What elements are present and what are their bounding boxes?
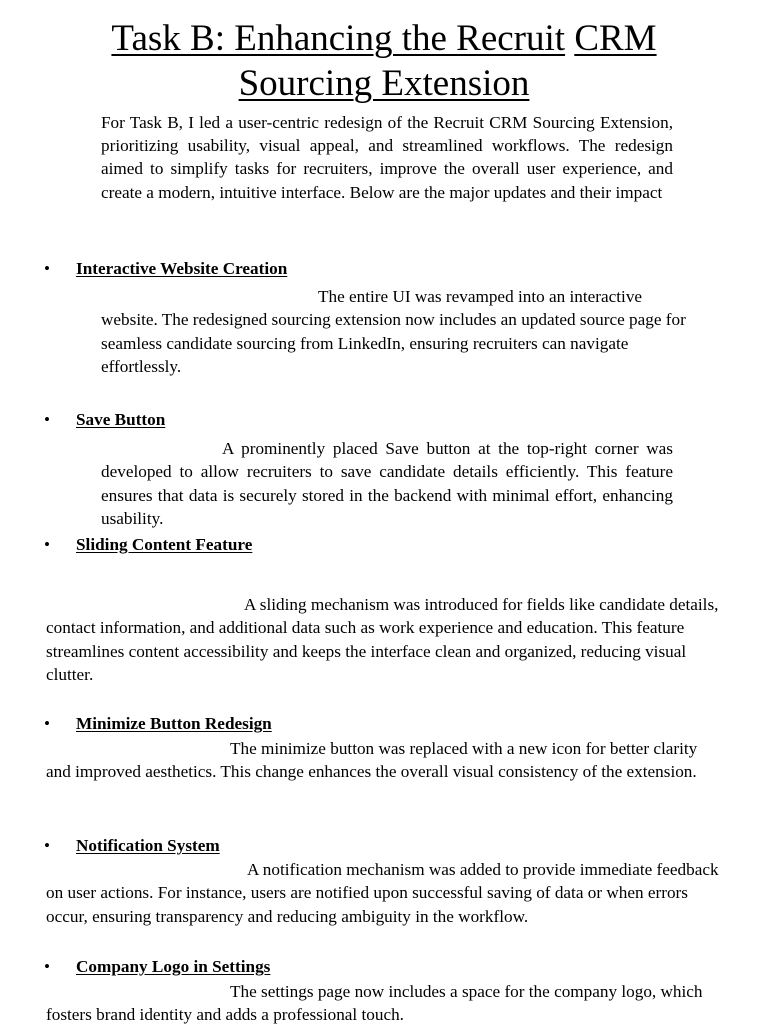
section-body: The settings page now includes a space for the company logo, which fosters brand identity and adds a professional touch.: [46, 982, 703, 1025]
bullet-icon: •: [44, 410, 51, 429]
intro-paragraph: For Task B, I led a user-centric redesign of the Recruit CRM Sourcing Extension, prioritizing usability, visual appeal, and streamlined workflows. The redesign aimed to simplify tasks for recruiters, improve the overall user experience, and create a modern, intuitive interface. Below are the major updates and their impact: [101, 113, 673, 202]
bullet-icon: •: [44, 714, 51, 733]
section-heading: Save Button: [76, 410, 166, 429]
title-part-3: Sourcing Extension: [238, 63, 530, 104]
title-part-2: CRM: [574, 18, 657, 59]
document-title: [0, 16, 768, 106]
bullet-icon: •: [44, 957, 51, 976]
section-heading: Sliding Content Feature: [76, 535, 253, 554]
section-body: A sliding mechanism was introduced for fields like candidate details, contact information, and additional data such as work experience and education. This feature streamlines content accessibility and keeps the interface clean and organized, reducing visual clutter.: [46, 595, 719, 685]
section-body: The minimize button was replaced with a new icon for better clarity and improved aesthetics. This change enhances the overall visual consistency of the extension.: [46, 739, 698, 782]
section-heading: Interactive Website Creation: [76, 259, 288, 278]
section-body: The entire UI was revamped into an interactive website. The redesigned sourcing extension now includes an updated source page for seamless candidate sourcing from LinkedIn, ensuring recruiters can navigate effortlessly.: [101, 287, 686, 377]
section-heading: Minimize Button Redesign: [76, 714, 272, 733]
bullet-icon: •: [44, 535, 51, 554]
section-body: A notification mechanism was added to provide immediate feedback on user actions. For instance, users are notified upon successful saving of data or when errors occur, ensuring transparency and reducing ambiguity in the workflow.: [46, 860, 719, 926]
bullet-icon: •: [44, 836, 51, 855]
title-part-1: Task B: Enhancing the Recruit: [111, 18, 566, 59]
section-heading: Company Logo in Settings: [76, 957, 271, 976]
section-body: A prominently placed Save button at the top-right corner was developed to allow recruiters to save candidate details efficiently. This feature ensures that data is securely stored in the backend with minimal effort, enhancing usability.: [101, 439, 673, 529]
bullet-icon: •: [44, 259, 51, 278]
section-heading: Notification System: [76, 836, 220, 855]
